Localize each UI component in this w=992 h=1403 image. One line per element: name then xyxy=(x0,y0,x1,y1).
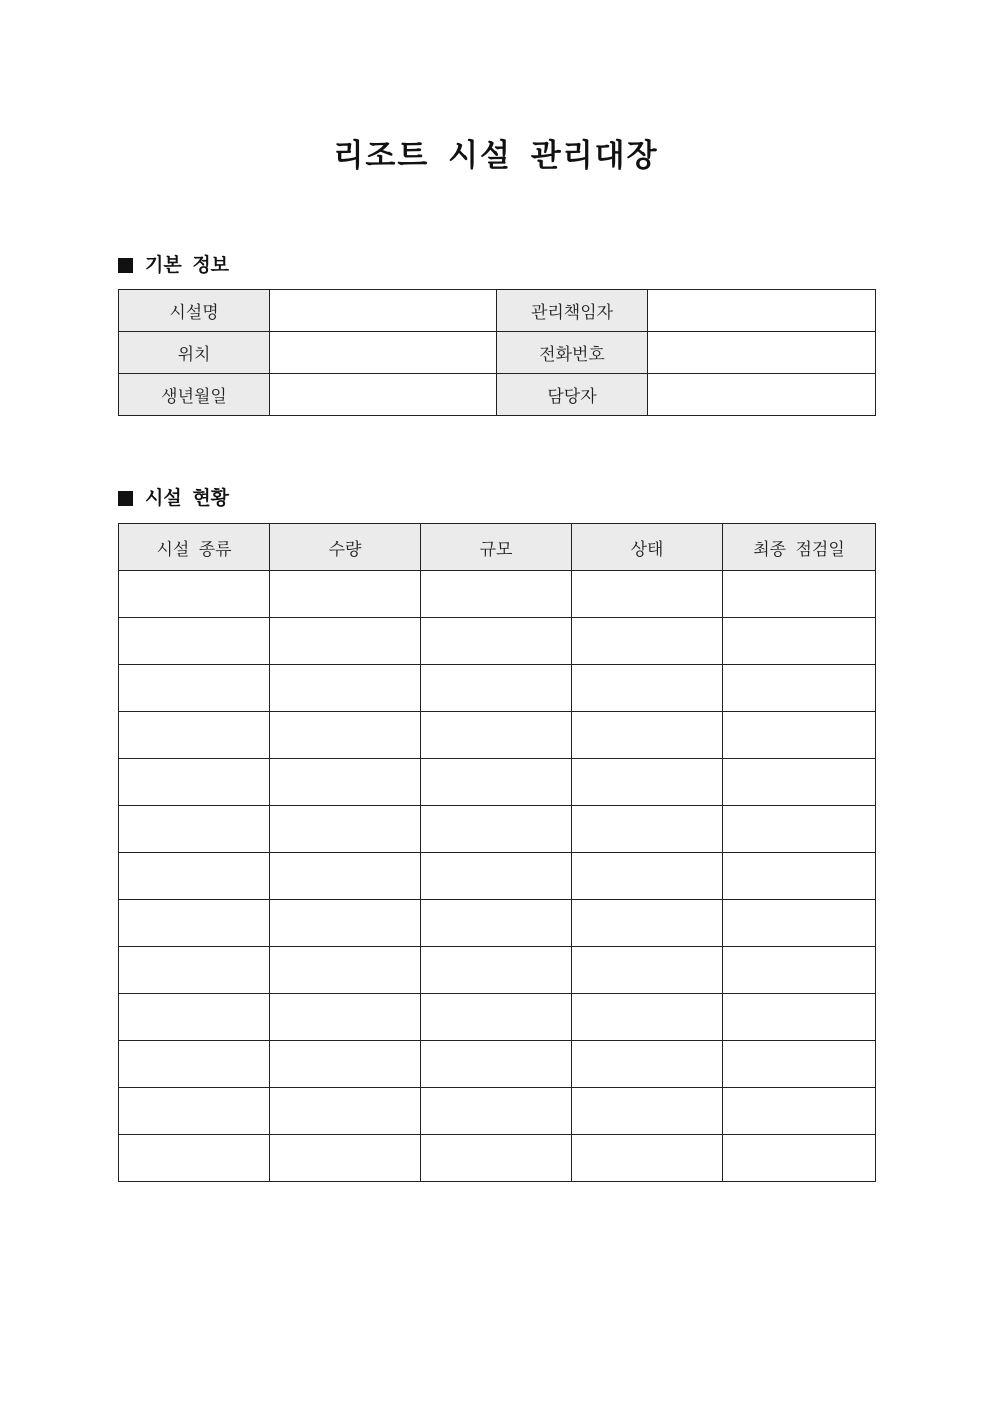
facility-type-cell[interactable] xyxy=(119,665,270,712)
quantity-cell[interactable] xyxy=(270,618,421,665)
column-header-last-inspection: 최종 점검일 xyxy=(723,524,876,571)
quantity-cell[interactable] xyxy=(270,1041,421,1088)
condition-cell[interactable] xyxy=(572,618,723,665)
square-bullet-icon xyxy=(118,258,133,273)
birthdate-label: 생년월일 xyxy=(119,374,270,416)
last-inspection-cell[interactable] xyxy=(723,1088,876,1135)
facility-type-cell[interactable] xyxy=(119,571,270,618)
facility-type-cell[interactable] xyxy=(119,994,270,1041)
condition-cell[interactable] xyxy=(572,712,723,759)
quantity-cell[interactable] xyxy=(270,1135,421,1182)
condition-cell[interactable] xyxy=(572,947,723,994)
phone-label: 전화번호 xyxy=(497,332,648,374)
manager-field[interactable] xyxy=(648,290,876,332)
last-inspection-cell[interactable] xyxy=(723,1135,876,1182)
section-heading-facility-status xyxy=(118,484,229,512)
table-row xyxy=(119,712,876,759)
table-row xyxy=(119,1041,876,1088)
scale-cell[interactable] xyxy=(421,900,572,947)
last-inspection-cell[interactable] xyxy=(723,1041,876,1088)
quantity-cell[interactable] xyxy=(270,759,421,806)
scale-cell[interactable] xyxy=(421,853,572,900)
quantity-cell[interactable] xyxy=(270,665,421,712)
scale-cell[interactable] xyxy=(421,1135,572,1182)
location-label: 위치 xyxy=(119,332,270,374)
location-field[interactable] xyxy=(270,332,497,374)
scale-cell[interactable] xyxy=(421,994,572,1041)
facility-type-cell[interactable] xyxy=(119,712,270,759)
condition-cell[interactable] xyxy=(572,571,723,618)
last-inspection-cell[interactable] xyxy=(723,947,876,994)
table-row xyxy=(119,853,876,900)
quantity-cell[interactable] xyxy=(270,900,421,947)
scale-cell[interactable] xyxy=(421,806,572,853)
last-inspection-cell[interactable] xyxy=(723,712,876,759)
basic-info-row xyxy=(119,374,876,416)
last-inspection-cell[interactable] xyxy=(723,900,876,947)
basic-info-row xyxy=(119,290,876,332)
section-heading-label: 시설 현황 xyxy=(145,487,230,509)
quantity-cell[interactable] xyxy=(270,571,421,618)
column-header-condition: 상태 xyxy=(572,524,723,571)
table-row xyxy=(119,759,876,806)
phone-field[interactable] xyxy=(648,332,876,374)
condition-cell[interactable] xyxy=(572,1135,723,1182)
quantity-cell[interactable] xyxy=(270,853,421,900)
column-header-scale: 규모 xyxy=(421,524,572,571)
scale-cell[interactable] xyxy=(421,665,572,712)
last-inspection-cell[interactable] xyxy=(723,571,876,618)
facility-type-cell[interactable] xyxy=(119,759,270,806)
condition-cell[interactable] xyxy=(572,665,723,712)
facility-type-cell[interactable] xyxy=(119,947,270,994)
condition-cell[interactable] xyxy=(572,806,723,853)
square-bullet-icon xyxy=(118,491,133,506)
table-row xyxy=(119,900,876,947)
table-row xyxy=(119,665,876,712)
table-row xyxy=(119,994,876,1041)
last-inspection-cell[interactable] xyxy=(723,994,876,1041)
facility-type-cell[interactable] xyxy=(119,900,270,947)
facility-name-field[interactable] xyxy=(270,290,497,332)
facility-name-label: 시설명 xyxy=(119,290,270,332)
table-row xyxy=(119,947,876,994)
quantity-cell[interactable] xyxy=(270,994,421,1041)
scale-cell[interactable] xyxy=(421,712,572,759)
column-header-facility-type: 시설 종류 xyxy=(119,524,270,571)
facility-type-cell[interactable] xyxy=(119,1041,270,1088)
condition-cell[interactable] xyxy=(572,1041,723,1088)
condition-cell[interactable] xyxy=(572,1088,723,1135)
table-row xyxy=(119,1088,876,1135)
quantity-cell[interactable] xyxy=(270,947,421,994)
section-heading-basic-info xyxy=(118,251,229,279)
table-row xyxy=(119,618,876,665)
section-heading-label: 기본 정보 xyxy=(145,254,230,276)
scale-cell[interactable] xyxy=(421,947,572,994)
last-inspection-cell[interactable] xyxy=(723,618,876,665)
table-header-row xyxy=(119,524,876,571)
last-inspection-cell[interactable] xyxy=(723,759,876,806)
scale-cell[interactable] xyxy=(421,618,572,665)
facility-type-cell[interactable] xyxy=(119,1088,270,1135)
scale-cell[interactable] xyxy=(421,759,572,806)
basic-info-table xyxy=(118,289,876,416)
last-inspection-cell[interactable] xyxy=(723,665,876,712)
condition-cell[interactable] xyxy=(572,900,723,947)
last-inspection-cell[interactable] xyxy=(723,853,876,900)
condition-cell[interactable] xyxy=(572,994,723,1041)
facility-type-cell[interactable] xyxy=(119,618,270,665)
facility-type-cell[interactable] xyxy=(119,806,270,853)
manager-label: 관리책임자 xyxy=(497,290,648,332)
table-row xyxy=(119,571,876,618)
basic-info-row xyxy=(119,332,876,374)
last-inspection-cell[interactable] xyxy=(723,806,876,853)
quantity-cell[interactable] xyxy=(270,806,421,853)
quantity-cell[interactable] xyxy=(270,1088,421,1135)
table-row xyxy=(119,806,876,853)
birthdate-field[interactable] xyxy=(270,374,497,416)
condition-cell[interactable] xyxy=(572,853,723,900)
staff-field[interactable] xyxy=(648,374,876,416)
column-header-quantity: 수량 xyxy=(270,524,421,571)
facility-type-cell[interactable] xyxy=(119,853,270,900)
scale-cell[interactable] xyxy=(421,1041,572,1088)
condition-cell[interactable] xyxy=(572,759,723,806)
quantity-cell[interactable] xyxy=(270,712,421,759)
table-row xyxy=(119,1135,876,1182)
staff-label: 담당자 xyxy=(497,374,648,416)
scale-cell[interactable] xyxy=(421,1088,572,1135)
scale-cell[interactable] xyxy=(421,571,572,618)
facility-type-cell[interactable] xyxy=(119,1135,270,1182)
facility-status-table xyxy=(118,523,876,1182)
page-title: 리조트 시설 관리대장 xyxy=(333,138,659,174)
